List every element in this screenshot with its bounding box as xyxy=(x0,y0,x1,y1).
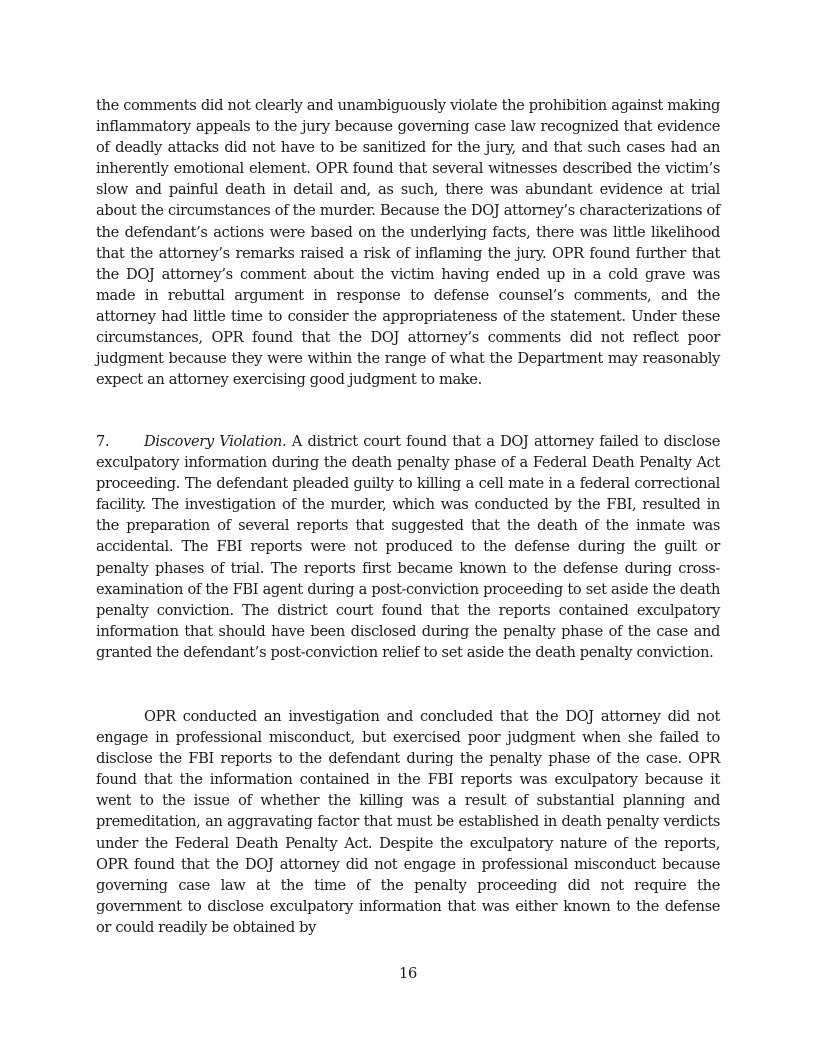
paragraph-discovery-violation xyxy=(96,431,720,663)
item-number: 7. xyxy=(96,433,110,450)
paragraph-opr-investigation: OPR conducted an investigation and concluded that the DOJ attorney did not engage in professional misconduct, but exercised poor judgment when she failed to disclose the FBI reports to the defendant during the penalty phase of the case. OPR found that the information contained in the FBI reports was exculpatory because it went to the issue of whether the killing was a result of substantial planning and premeditation, an aggravating factor that must be established in death penalty verdicts under the Federal Death Penalty Act. Despite the exculpatory nature of the reports, OPR found that the DOJ attorney did not engage in professional misconduct because governing case law at the time of the penalty proceeding did not require the government to disclose exculpatory information that was either known to the defense or could readily be obtained by xyxy=(96,708,720,936)
item-body: A district court found that a DOJ attorney failed to disclose exculpatory information during the death penalty phase of a Federal Death Penalty Act proceeding. The defendant pleaded guilty to killing a cell mate in a federal correctional facility. The investigation of the murder, which was conducted by the FBI, resulted in the preparation of several reports that suggested that the death of the inmate was accidental. The FBI reports were not produced to the defense during the guilt or penalty phases of trial. The reports first became known to the defense during cross-examination of the FBI agent during a post-conviction proceeding to set aside the death penalty conviction. The district court found that the reports contained exculpatory information that should have been disclosed during the penalty phase of the case and granted the defendant’s post-conviction relief to set aside the death penalty conviction. xyxy=(96,433,720,661)
page-number: 16 xyxy=(399,965,417,982)
paragraph-continuation: the comments did not clearly and unambiguously violate the prohibition against making inflammatory appeals to the jury because governing case law recognized that evidence of deadly attacks did not have to be sanitized for the jury, and that such cases had an inherently emotional element. OPR found that several witnesses described the victim’s slow and painful death in detail and, as such, there was abundant evidence at trial about the circumstances of the murder. Because the DOJ attorney’s characterizations of the defendant’s actions were based on the underlying facts, there was little likelihood that the attorney’s remarks raised a risk of inflaming the jury. OPR found further that the DOJ attorney’s comment about the victim having ended up in a cold grave was made in rebuttal argument in response to defense counsel’s comments, and the attorney had little time to consider the appropriateness of the statement. Under these circumstances, OPR found that the DOJ attorney’s comments did not reflect poor judgment because they were within the range of what the Department may reasonably expect an attorney exercising good judgment to make. xyxy=(96,97,720,389)
item-heading: Discovery Violation. xyxy=(144,433,287,450)
